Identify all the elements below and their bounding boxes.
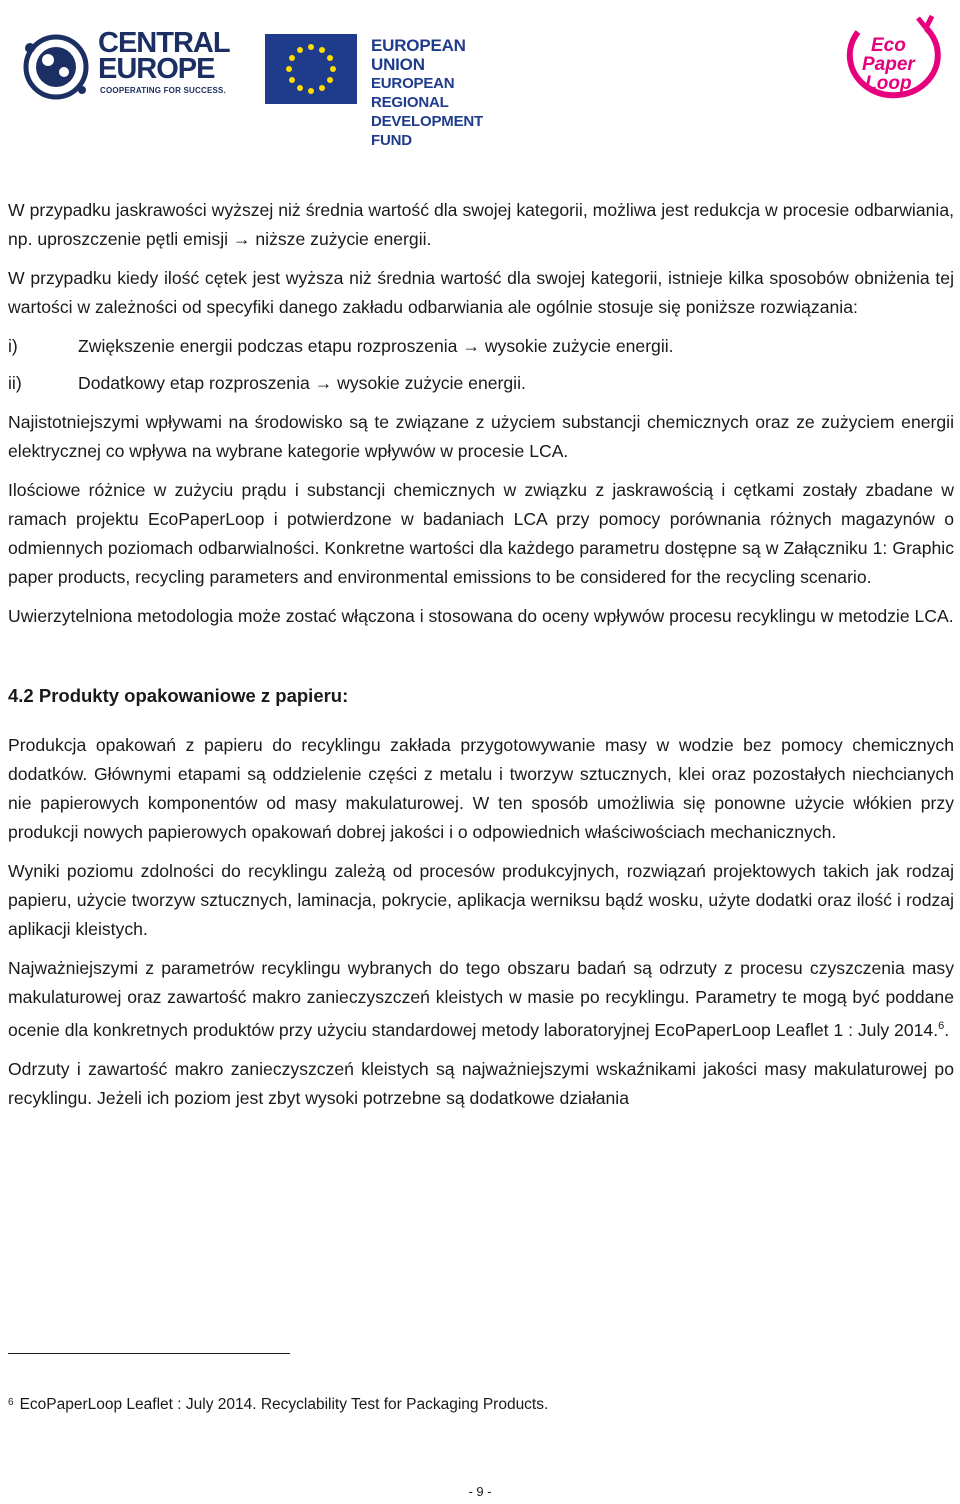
central-europe-emblem-icon: [18, 32, 94, 102]
list-item-text: Dodatkowy etap rozproszenia → wysokie zużycie energii.: [78, 373, 526, 393]
eu-line3: DEVELOPMENT FUND: [371, 113, 483, 149]
document-body: [8, 196, 954, 1113]
footnote-reference: 6: [938, 1020, 945, 1032]
eu-regional-fund-logo: [265, 34, 515, 149]
paragraph-packaging: Produkcja opakowań z papieru do recyklingu zakłada przygotowywanie masy w wodzie bez pomocy chemicznych dodatków. Głównymi etapami są oddzielenie części z metalu i tworzyw sztucznych, klei oraz pozostałych niechcianych nie papierowych komponentów od masy makulaturowej. W ten sposób umożliwia się ponowne użycie włókien przy produkcji nowych papierowych opakowań dobrej jakości i o odpowiednich właściwościach mechanicznych.: [8, 735, 954, 842]
list-item: [8, 332, 954, 361]
paragraph-rejects: Odrzuty i zawartość makro zanieczyszczeń kleistych są najważniejszymi wskaźnikami jakości masy makulaturowej po recyklingu. Jeżeli ich poziom jest zbyt wysoki potrzebne są dodatkowe działania: [8, 1058, 954, 1108]
footnote: [8, 1394, 548, 1416]
footnote-number: 6: [8, 1397, 14, 1408]
paragraph-quantitative: Ilościowe różnice w zużyciu prądu i substancji chemicznych w związku z jaskrawością i cętkami zostały zbadane w ramach projektu EcoPaperLoop i potwierdzone w badaniach LCA przy pomocy porównania różnych magazynów o odmiennych poziomach odbarwialności. Konkretne wartości dla każdego parametru dostępne są w Załączniku 1: Graphic paper products, recycling parameters and environmental emissions to be considered for the recycling scenario.: [8, 480, 954, 587]
paragraph-parameters-tail: .: [944, 1019, 950, 1040]
eu-line2: EUROPEAN REGIONAL: [371, 75, 455, 111]
list-item: [8, 369, 954, 398]
central-europe-line1: CENTRAL: [98, 27, 230, 59]
central-europe-tagline: COOPERATING FOR SUCCESS.: [100, 86, 226, 95]
solutions-list: [8, 332, 954, 398]
footnote-divider: [8, 1353, 290, 1354]
paragraph-methodology: Uwierzytelniona metodologia może zostać włączona i stosowana do oceny wpływów procesu recyklingu w metodzie LCA.: [8, 606, 954, 626]
page-number: - 9 -: [468, 1484, 492, 1499]
ecopaperloop-line1: Eco: [870, 35, 906, 56]
paragraph-environment: Najistotniejszymi wpływami na środowisko są te związane z użyciem substancji chemicznych oraz ze zużyciem energii elektrycznej co wpływa na wybrane kategorie wpływów w procesie LCA.: [8, 412, 954, 461]
ecopaperloop-logo: [836, 10, 948, 110]
page-header: [0, 0, 960, 149]
list-item-number: ii): [8, 373, 22, 393]
eu-flag-icon: [265, 34, 357, 104]
central-europe-line2: EUROPE: [98, 53, 215, 85]
ecopaperloop-line2: Paper: [862, 54, 915, 75]
paragraph-specks: W przypadku kiedy ilość cętek jest wyższa niż średnia wartość dla swojej kategorii, istnieje kilka sposobów obniżenia tej wartości w zależności od specyfiki danego zakładu odbarwiania ale ogólnie stosuje się poniższe rozwiązania:: [8, 268, 954, 317]
paragraph-brightness: W przypadku jaskrawości wyższej niż średnia wartość dla swojej kategorii, możliwa jest redukcja w procesie odbarwiania, np. uproszczenie pętli emisji → niższe zużycie energii.: [8, 200, 954, 249]
ecopaperloop-line3: Loop: [865, 73, 912, 94]
eu-line1: EUROPEAN UNION: [371, 36, 466, 74]
list-item-number: i): [8, 336, 18, 356]
paragraph-parameters: [8, 954, 954, 1045]
paragraph-parameters-text: Najważniejszymi z parametrów recyklingu wybranych do tego obszaru badań są odrzuty z procesu czyszczenia masy makulaturowej oraz zawartość makro zanieczyszczeń kleistych w masie po recyklingu. Parametry te mogą być poddane ocenie dla konkretnych produktów przy użyciu standardowej metody laboratoryjnej EcoPaperLoop Leaflet 1 : July 2014.: [8, 958, 954, 1040]
paragraph-results: Wyniki poziomu zdolności do recyklingu zależą od procesów produkcyjnych, rozwiązań projektowych takich jak rodzaj papieru, użycie tworzyw sztucznych, laminacja, pokrycie, aplikacja werniksu bądź wosku, użyte dodatki oraz ilość i rodzaj aplikacji kleistych.: [8, 861, 954, 939]
section-heading: 4.2 Produkty opakowaniowe z papieru:: [8, 685, 349, 706]
central-europe-logo: [18, 28, 248, 110]
footnote-text: EcoPaperLoop Leaflet : July 2014. Recyclability Test for Packaging Products.: [19, 1396, 549, 1413]
list-item-text: Zwiększenie energii podczas etapu rozproszenia → wysokie zużycie energii.: [78, 336, 674, 356]
